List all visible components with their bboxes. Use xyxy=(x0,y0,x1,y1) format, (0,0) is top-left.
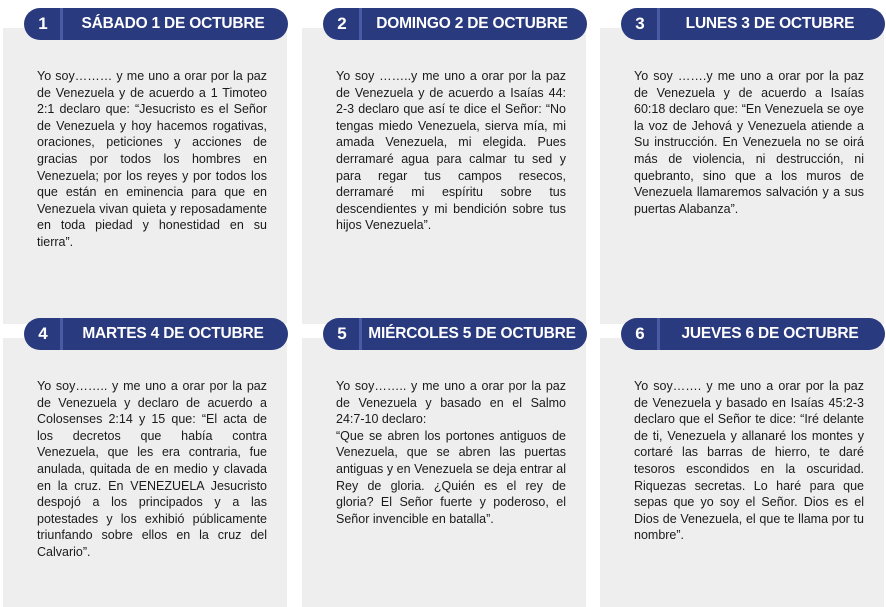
day-header-3 xyxy=(621,8,885,40)
day-number-3: 3 xyxy=(635,14,645,33)
day-number-4: 4 xyxy=(38,324,48,343)
day-card-3 xyxy=(600,14,884,324)
day-text-2: Yo soy ……..y me uno a orar por la paz de Venezuela y de acuerdo a Isaías 44: 2-3 declaro que así te dice el Señor: “No tengas miedo Venezuela, sierva mía, mi amada Venezuela, mi elegida. Pues derramaré agua para calmar tu sed y para regar tus campos resecos, derramaré mi espíritu sobre tus descendientes y mi bendición sobre tus hijos Venezuela”. xyxy=(336,69,566,233)
day-header-4 xyxy=(24,318,288,350)
header-divider xyxy=(359,318,362,350)
day-card-1 xyxy=(3,14,287,324)
day-card-2 xyxy=(302,14,586,324)
day-card-4 xyxy=(3,324,287,607)
day-title-2: DOMINGO 2 DE OCTUBRE xyxy=(376,15,568,32)
header-divider xyxy=(60,318,63,350)
day-text-4: Yo soy…….. y me uno a orar por la paz de Venezuela y declaro de acuerdo a Colosenses 2:14 y 15 que: “El acta de los decretos que había contra Venezuela, que les era contraria, fue anulada, quitada de en medio y clavada en la cruz. En VENEZUELA Jesucristo despojó a los principados y a las potestades y los exhibió públicamente triunfando sobre ellos en la cruz del Calvario”. xyxy=(37,379,267,559)
day-title-1: SÁBADO 1 DE OCTUBRE xyxy=(81,15,265,32)
day-header-2 xyxy=(323,8,587,40)
day-number-1: 1 xyxy=(38,14,48,33)
day-card-5 xyxy=(302,324,586,607)
day-text-1: Yo soy……… y me uno a orar por la paz de Venezuela y de acuerdo a 1 Timoteo 2:1 declaro que: “Jesucristo es el Señor de Venezuela y hoy hacemos rogativas, oraciones, peticiones y acciones de gracias por todos los hombres en Venezuela; por los reyes y por todos los que están en eminencia para que en Venezuela vivan quieta y reposadamente en toda piedad y honestidad en su tierra”. xyxy=(37,69,267,249)
day-number-6: 6 xyxy=(635,324,645,343)
header-divider xyxy=(657,8,660,40)
day-text-6: Yo soy……. y me uno a orar por la paz de Venezuela y basado en Isaías 45:2-3 declaro que el Señor te dice: “Iré delante de ti, Venezuela y allanaré los montes y cortaré las barras de hierro, te daré tesoros escondidos en la oscuridad. Riquezas secretas. Lo haré para que sepas que yo soy el Señor. Dios es el Dios de Venezuela, el que te llama por tu nombre”. xyxy=(634,379,864,543)
day-header-6 xyxy=(621,318,885,350)
day-number-5: 5 xyxy=(337,324,347,343)
day-card-6 xyxy=(600,324,884,607)
day-title-3: LUNES 3 DE OCTUBRE xyxy=(685,15,855,32)
header-divider xyxy=(60,8,63,40)
day-header-1 xyxy=(24,8,288,40)
day-title-4: MARTES 4 DE OCTUBRE xyxy=(82,325,264,342)
day-header-5 xyxy=(323,318,587,350)
day-title-6: JUEVES 6 DE OCTUBRE xyxy=(681,325,859,342)
day-text-3: Yo soy …….y me uno a orar por la paz de Venezuela y de acuerdo a Isaías 60:18 declaro que: “En Venezuela se oye la voz de Jehová y Venezuela atiende a Su instrucción. En Venezuela no se oirá más de violencia, ni destrucción, ni quebranto, sino que a los muros de Venezuela llamaremos salvación y a sus puertas Alabanza”. xyxy=(634,69,864,216)
day-number-2: 2 xyxy=(337,14,347,33)
day-title-5: MIÉRCOLES 5 DE OCTUBRE xyxy=(368,325,576,342)
header-divider xyxy=(359,8,362,40)
header-divider xyxy=(657,318,660,350)
day-text-5: Yo soy…….. y me uno a orar por la paz de Venezuela y basado en el Salmo 24:7-10 declaro: “Que se abren los portones antiguos de Venezuela, que se abren las puertas antiguas y en Venezuela se deja entrar al Rey de gloria. ¿Quién es el rey de gloria? El Señor fuerte y poderoso, el Señor invencible en batalla”. xyxy=(336,379,566,526)
